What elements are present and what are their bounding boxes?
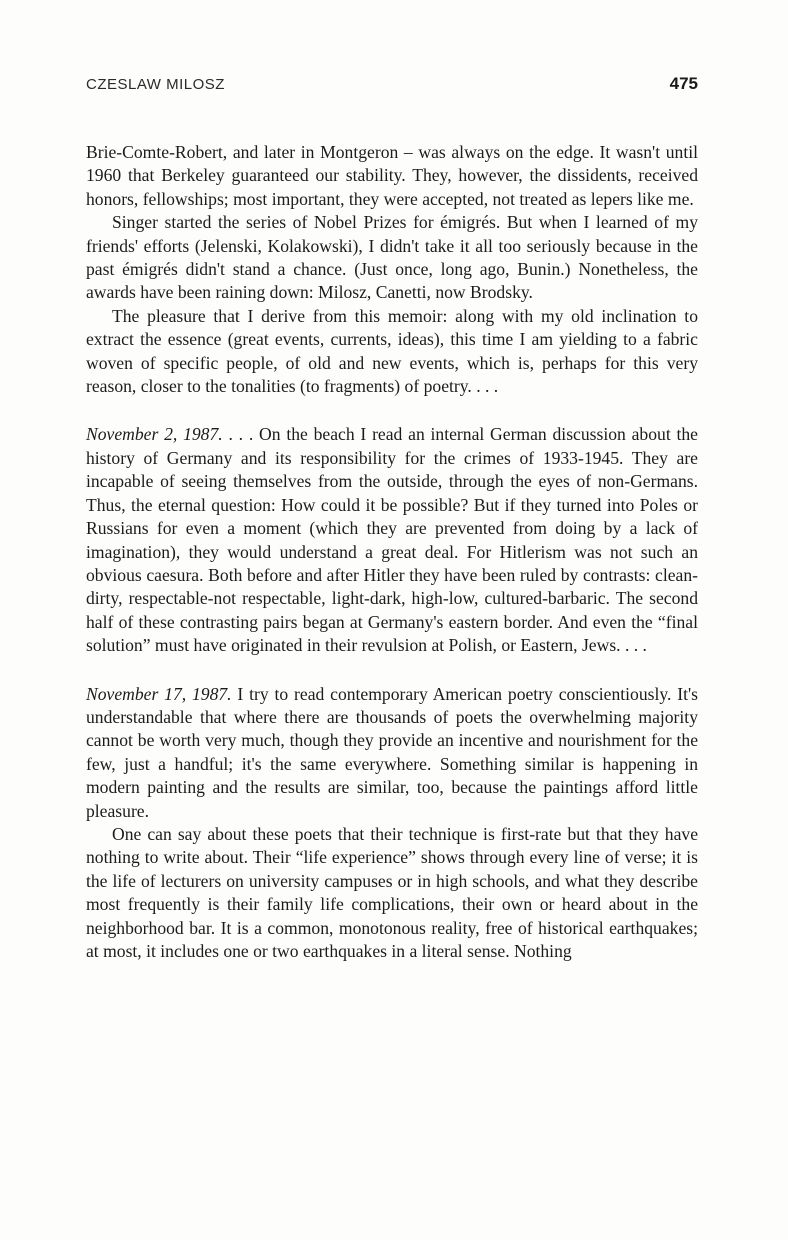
diary-entry-november-2 bbox=[86, 423, 698, 657]
running-head-author: CZESLAW MILOSZ bbox=[86, 76, 225, 93]
paragraph-text: I try to read contemporary American poetry conscientiously. It's understandable that where there are thousands of poets the overwhelming majority cannot be worth very much, though they provide an incentive and nourishment for the few, just a handful; it's the same everywhere. Something similar is happening in modern painting and the results are similar, too, because the paintings afford little pleasure. bbox=[86, 683, 699, 821]
paragraph-poets-technique bbox=[86, 823, 698, 963]
entry-date: November 17, 1987. bbox=[86, 683, 232, 704]
diary-entry-november-17 bbox=[86, 683, 698, 823]
page-number: 475 bbox=[669, 74, 698, 93]
paragraph-text: Brie-Comte-Robert, and later in Montgeron – was always on the edge. It wasn't until 1960 that Berkeley guaranteed our stability. They, however, the dissidents, received honors, fellowships; most important, they were accepted, not treated as lepers like me. bbox=[86, 142, 698, 209]
paragraph-text: Singer started the series of Nobel Prizes for émigrés. But when I learned of my friends' efforts (Jelenski, Kolakowski), I didn't take it all too seriously because in the past émigrés didn't stand a chance. (Just once, long ago, Bunin.) Nonetheless, the awards have been raining down: Milosz, Canetti, now Brodsky. bbox=[86, 212, 698, 303]
paragraph-nobel-prizes bbox=[86, 211, 698, 305]
body-text bbox=[86, 141, 698, 963]
paragraph-text: One can say about these poets that their technique is first-rate but that they have nothing to write about. Their “life experience” shows through every line of verse; it is the life of lecturers on university campuses or in high schools, and what they describe most frequently is their family life complications, their own or heard about in the neighborhood bar. It is a common, monotonous reality, free of historical earthquakes; at most, it includes one or two earthquakes in a literal sense. Nothing bbox=[86, 823, 698, 961]
paragraph-text: . . . On the beach I read an internal German discussion about the history of Germany and its responsibility for the crimes of 1933-1945. They are incapable of seeing themselves from the outside, through the eyes of non-Germans. Thus, the eternal question: How could it be possible? But if they turned into Poles or Russians for even a moment (which they are prevented from doing by a lack of imagination), they would understand a great deal. For Hitlerism was not such an obvious caesura. Both before and after Hitler they have been ruled by contrasts: clean-dirty, respectable-not respectable, light-dark, high-low, cultured-barbaric. The second half of these contrasting pairs began at Germany's eastern border. And even the “final solution” must have originated in their revulsion at Polish, or Eastern, Jews. . . . bbox=[86, 424, 698, 656]
paragraph-memoir-pleasure bbox=[86, 305, 698, 399]
paragraph-text: The pleasure that I derive from this memoir: along with my old inclination to extract the essence (great events, currents, ideas), this time I am yielding to a fabric woven of specific people, of old and new events, which is, perhaps for this very reason, closer to the tonalities (to fragments) of poetry. . . . bbox=[86, 305, 698, 397]
running-head bbox=[86, 74, 698, 98]
entry-date: November 2, 1987. bbox=[86, 424, 223, 445]
paragraph-continuation bbox=[86, 141, 698, 211]
